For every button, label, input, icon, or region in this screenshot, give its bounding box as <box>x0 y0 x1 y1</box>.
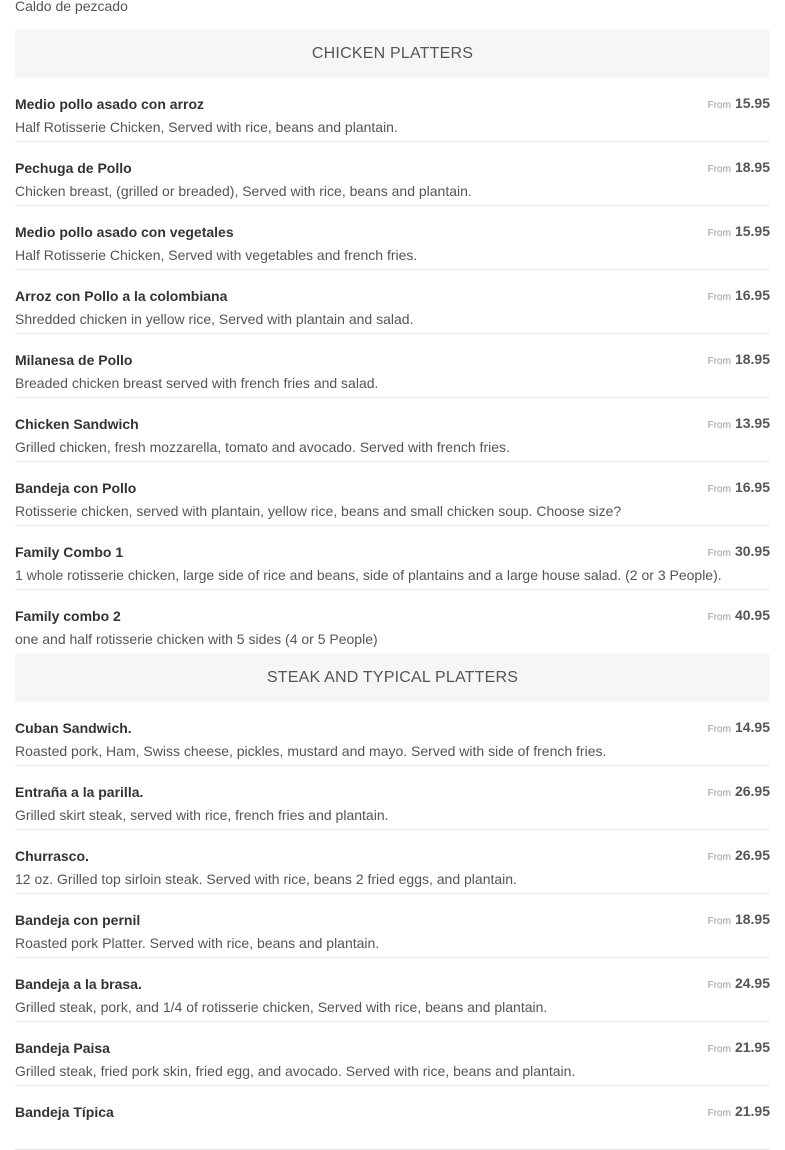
menu-item-name: Chicken Sandwich <box>15 416 139 432</box>
section-items <box>15 702 770 1150</box>
menu-item-price <box>708 223 770 239</box>
menu-item-name: Bandeja a la brasa. <box>15 976 142 992</box>
price-from-label: From <box>707 292 731 303</box>
menu-item-description: Roasted pork Platter. Served with rice, beans and plantain. <box>15 935 380 951</box>
menu-item-price <box>708 415 770 431</box>
menu-item[interactable] <box>15 206 770 270</box>
menu-item-price <box>708 911 770 927</box>
menu-item-name: Cuban Sandwich. <box>15 720 132 736</box>
menu-item-price <box>708 975 770 991</box>
section-title: CHICKEN PLATTERS <box>311 45 474 62</box>
menu-item-name: Bandeja Paisa <box>15 1040 110 1056</box>
menu-item-price <box>708 351 770 367</box>
menu-item-description: Grilled steak, pork, and 1/4 of rotisserie chicken, Served with rice, beans and plantain. <box>15 999 548 1015</box>
menu-item[interactable] <box>15 398 770 462</box>
price-value: 18.95 <box>734 911 770 927</box>
menu-item-name: Arroz con Pollo a la colombiana <box>15 288 228 304</box>
price-value: 26.95 <box>734 847 770 863</box>
menu-item[interactable] <box>15 334 770 398</box>
menu-item-name: Family combo 2 <box>15 608 121 624</box>
menu-item-description: one and half rotisserie chicken with 5 sides (4 or 5 People) <box>15 631 378 647</box>
item-description: Caldo de pezcado <box>15 0 128 14</box>
menu-item-description: Chicken breast, (grilled or breaded), Served with rice, beans and plantain. <box>15 183 472 199</box>
menu-item[interactable] <box>15 958 770 1022</box>
price-from-label: From <box>707 548 731 559</box>
price-value: 16.95 <box>734 479 770 495</box>
menu-item-name: Medio pollo asado con arroz <box>15 96 205 112</box>
menu-item-price <box>708 95 770 111</box>
section-header-chicken-platters <box>15 30 770 78</box>
price-from-label: From <box>707 852 731 863</box>
menu-item[interactable] <box>15 1022 770 1086</box>
price-from-label: From <box>707 612 731 623</box>
menu-item[interactable] <box>15 702 770 766</box>
price-value: 13.95 <box>734 415 770 431</box>
menu-item-description: Half Rotisserie Chicken, Served with rice, beans and plantain. <box>15 119 398 135</box>
price-value: 15.95 <box>734 223 770 239</box>
menu-item-name: Pechuga de Pollo <box>15 160 132 176</box>
price-from-label: From <box>707 980 731 991</box>
menu-item[interactable] <box>15 78 770 142</box>
section-items <box>15 78 770 654</box>
menu-item-price <box>708 719 770 735</box>
menu-item[interactable] <box>15 462 770 526</box>
menu-item-name: Entraña a la parilla. <box>15 784 144 800</box>
price-value: 26.95 <box>734 783 770 799</box>
menu-item[interactable] <box>15 590 770 654</box>
price-from-label: From <box>707 420 731 431</box>
menu-item-description: Breaded chicken breast served with french fries and salad. <box>15 375 379 391</box>
price-from-label: From <box>707 1108 731 1119</box>
menu-item-name: Churrasco. <box>15 848 89 864</box>
menu-item-name: Bandeja con pernil <box>15 912 141 928</box>
menu-item[interactable] <box>15 830 770 894</box>
menu-item-price <box>708 783 770 799</box>
menu-item-description: 12 oz. Grilled top sirloin steak. Served with rice, beans 2 fried eggs, and plantain. <box>15 871 517 887</box>
price-from-label: From <box>707 484 731 495</box>
menu-item[interactable] <box>15 1086 770 1150</box>
price-from-label: From <box>707 916 731 927</box>
price-from-label: From <box>707 228 731 239</box>
menu-item-price <box>708 1039 770 1055</box>
price-value: 18.95 <box>734 159 770 175</box>
price-from-label: From <box>707 788 731 799</box>
price-value: 40.95 <box>734 607 770 623</box>
menu-item-price <box>708 1103 770 1119</box>
price-value: 21.95 <box>734 1103 770 1119</box>
menu-item-price <box>708 847 770 863</box>
price-from-label: From <box>707 100 731 111</box>
menu-item-name: Bandeja Típica <box>15 1104 114 1120</box>
menu-item-price <box>708 543 770 559</box>
price-value: 24.95 <box>734 975 770 991</box>
menu-item[interactable] <box>15 766 770 830</box>
menu-item-description: Grilled steak, fried pork skin, fried egg, and avocado. Served with rice, beans and plantain. <box>15 1063 576 1079</box>
price-value: 18.95 <box>734 351 770 367</box>
menu-item-description: Grilled skirt steak, served with rice, french fries and plantain. <box>15 807 389 823</box>
menu-item-name: Family Combo 1 <box>15 544 124 560</box>
menu-item-name: Milanesa de Pollo <box>15 352 133 368</box>
menu-item-description: Rotisserie chicken, served with plantain, yellow rice, beans and small chicken soup. Choose size? <box>15 503 622 519</box>
price-value: 30.95 <box>734 543 770 559</box>
section-title: STEAK AND TYPICAL PLATTERS <box>266 669 519 686</box>
menu-item-price <box>708 159 770 175</box>
menu-item-price <box>708 287 770 303</box>
menu-item-description: 1 whole rotisserie chicken, large side of rice and beans, side of plantains and a large house salad. (2 or 3 People). <box>15 567 722 583</box>
menu-item-name: Medio pollo asado con vegetales <box>15 224 234 240</box>
price-from-label: From <box>707 164 731 175</box>
price-value: 16.95 <box>734 287 770 303</box>
price-value: 21.95 <box>734 1039 770 1055</box>
menu-item-price <box>708 479 770 495</box>
menu-item-description: Grilled chicken, fresh mozzarella, tomato and avocado. Served with french fries. <box>15 439 510 455</box>
menu-item[interactable] <box>15 142 770 206</box>
price-value: 15.95 <box>734 95 770 111</box>
price-from-label: From <box>707 1044 731 1055</box>
section-header-steak-platters <box>15 654 770 702</box>
menu-item[interactable] <box>15 526 770 590</box>
menu-item[interactable] <box>15 894 770 958</box>
menu-item-name: Bandeja con Pollo <box>15 480 137 496</box>
menu-item-description: Half Rotisserie Chicken, Served with vegetables and french fries. <box>15 247 418 263</box>
price-from-label: From <box>707 356 731 367</box>
menu-item-description: Roasted pork, Ham, Swiss cheese, pickles, mustard and mayo. Served with side of french fries. <box>15 743 607 759</box>
price-from-label: From <box>707 724 731 735</box>
price-value: 14.95 <box>734 719 770 735</box>
menu-item-price <box>708 607 770 623</box>
menu-item[interactable] <box>15 270 770 334</box>
menu-item-description: Shredded chicken in yellow rice, Served with plantain and salad. <box>15 311 414 327</box>
